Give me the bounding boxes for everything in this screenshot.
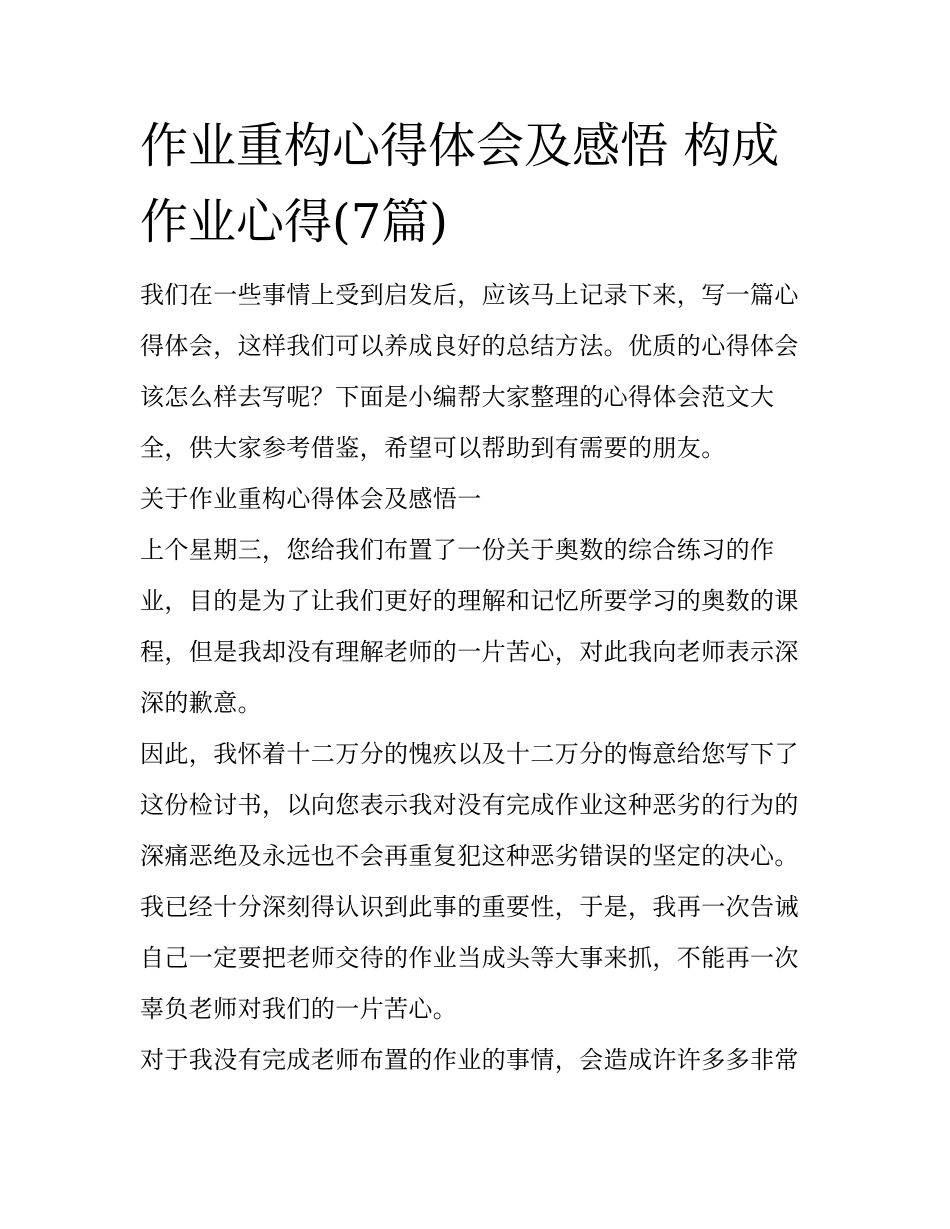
document-content [140, 108, 820, 1086]
paragraph-intro: 我们在一些事情上受到启发后，应该马上记录下来，写一篇心得体会，这样我们可以养成良好的总结方法。优质的心得体会该怎么样去写呢？下面是小编帮大家整理的心得体会范文大全，供大家参考借鉴，希望可以帮助到有需要的朋友。 [140, 281, 799, 462]
paragraph-4: 对于我没有完成老师布置的作业的事情，会造成许许多多非常 [140, 1046, 799, 1074]
paragraph-3: 我已经十分深刻得认识到此事的重要性，于是，我再一次告诫自己一定要把老师交待的作业当成头等大事来抓，不能再一次辜负老师对我们的一片苦心。 [140, 893, 799, 1023]
paragraph-1: 上个星期三，您给我们布置了一份关于奥数的综合练习的作业，目的是为了让我们更好的理解和记忆所要学习的奥数的课程，但是我却没有理解老师的一片苦心，对此我向老师表示深深的歉意。 [140, 536, 799, 717]
document-body [140, 270, 820, 1086]
document-title: 作业重构心得体会及感悟 构成作业心得(7篇) [140, 118, 780, 250]
paragraph-2: 因此，我怀着十二万分的愧疚以及十二万分的悔意给您写下了这份检讨书，以向您表示我对没有完成作业这种恶劣的行为的深痛恶绝及永远也不会再重复犯这种恶劣错误的坚定的决心。 [140, 740, 799, 870]
section-heading: 关于作业重构心得体会及感悟一 [140, 485, 482, 513]
